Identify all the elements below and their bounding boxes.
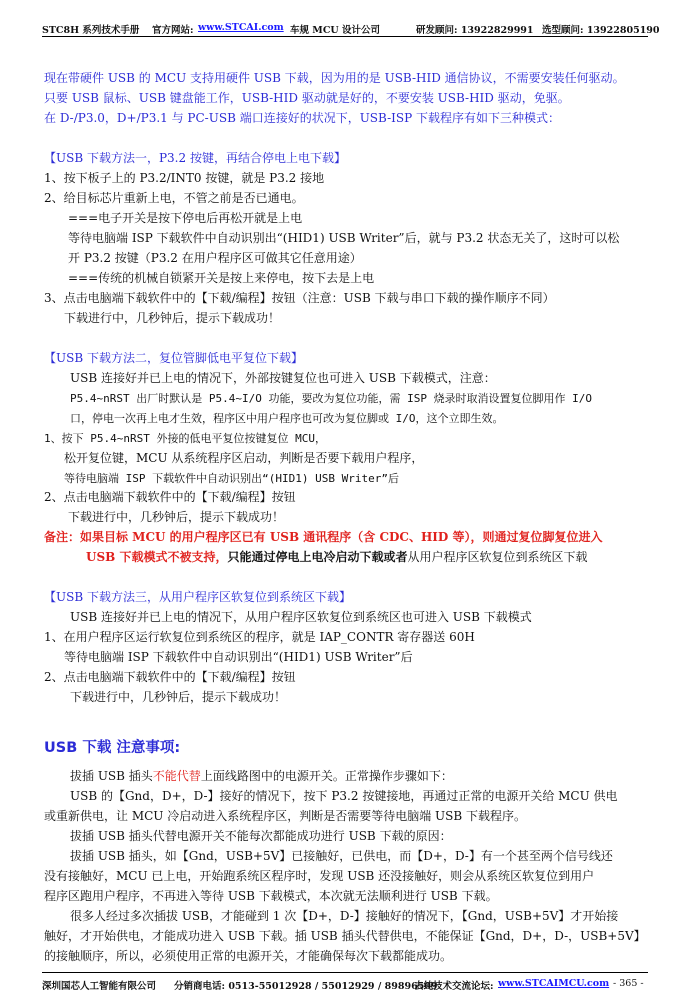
method1-line: 等待电脑端 ISP 下载软件中自动识别出“(HID1) USB Writer”后，就与 P3.2 状态无关了，这时可以松 — [68, 231, 620, 245]
notes-text: 上面线路图中的电源开关。正常操作步骤如下： — [200, 769, 453, 783]
notes-line: 或重新供电，让 MCU 冷启动进入系统程序区，判断是否需要等待电脑端 USB 下载程序。 — [44, 809, 526, 823]
method2-note-cont — [86, 550, 587, 565]
page-footer — [42, 972, 648, 993]
footer-company: 深圳国芯人工智能有限公司 — [42, 981, 157, 992]
notes-heading: USB 下载 注意事项: — [44, 740, 181, 756]
notes-text: 拔插 USB 插头 — [70, 769, 153, 783]
method2-line: 1、按下 P5.4~nRST 外接的低电平复位按键复位 MCU， — [44, 432, 326, 445]
note-bold-part: 只能通过停电上电冷启动下载或者 — [227, 550, 408, 564]
sel-contact: 选型顾问: 13922805190 — [542, 25, 660, 36]
method2-line: USB 连接好并已上电的情况下，外部按键复位也可进入 USB 下载模式，注意： — [70, 371, 496, 385]
method2-note: 备注：如果目标 MCU 的用户程序区已有 USB 通讯程序（含 CDC、HID 等），则通过复位脚复位进入 — [44, 530, 603, 544]
method1-line: 开 P3.2 按键（P3.2 在用户程序区可做其它任意用途） — [68, 251, 362, 265]
footer-forum-link[interactable]: www.STCAIMCU.com — [498, 978, 610, 989]
method1-line: 1、按下板子上的 P3.2/INT0 按键，就是 P3.2 接地 — [44, 171, 325, 185]
intro-line: 现在带硬件 USB 的 MCU 支持用硬件 USB 下载，因为用的是 USB-HID 通信协议，不需要安装任何驱动。 — [44, 71, 625, 85]
method3-title: 【USB 下载方法三，从用户程序区软复位到系统区下载】 — [44, 590, 351, 604]
method2-line: P5.4~nRST 出厂时默认是 P5.4~I/O 功能，要改为复位功能，需 ISP 烧录时取消设置复位脚用作 I/O — [70, 392, 593, 405]
manual-title: STC8H 系列技术手册 — [42, 25, 140, 36]
method3-line: 等待电脑端 ISP 下载软件中自动识别出“(HID1) USB Writer”后 — [64, 650, 413, 664]
site-label: 官方网站: — [152, 25, 194, 36]
footer-forum-label: 去纯技术交流论坛: — [414, 981, 494, 992]
company-tagline: 车规 MCU 设计公司 — [290, 25, 380, 36]
notes-line: 程序区跑用户程序，不再进入等待 USB 下载模式，本次就无法顺利进行 USB 下载。 — [44, 889, 498, 903]
method1-line: 下载进行中，几秒钟后，提示下载成功！ — [64, 311, 281, 325]
method2-line: 下载进行中，几秒钟后，提示下载成功！ — [68, 510, 285, 524]
note-red-part: USB 下载模式不被支持， — [86, 550, 228, 564]
method1-line: 2、给目标芯片重新上电，不管之前是否已通电。 — [44, 191, 304, 205]
method2-title: 【USB 下载方法二，复位管脚低电平复位下载】 — [44, 351, 303, 365]
method3-line: 2、点击电脑端下载软件中的【下载/编程】按钮 — [44, 670, 296, 684]
notes-line: 的接触顺序，所以，必须使用正常的电源开关，才能确保每次下载都能成功。 — [44, 949, 453, 963]
method1-line: ===传统的机械自锁紧开关是按上来停电，按下去是上电 — [68, 271, 375, 285]
page-number: - 365 - — [613, 978, 644, 989]
site-link[interactable]: www.STCAI.com — [198, 22, 284, 33]
method2-line: 口，停电一次再上电才生效，程序区中用户程序也可改为复位脚或 I/O，这个立即生效。 — [70, 412, 504, 425]
intro-line: 在 D-/P3.0，D+/P3.1 与 PC-USB 端口连接好的状况下，USB-ISP 下载程序有如下三种模式： — [44, 111, 560, 125]
notes-line: 很多人经过多次插拔 USB，才能碰到 1 次【D+，D-】接触好的情况下，【Gnd，USB+5V】才开始接 — [70, 909, 619, 923]
method1-title: 【USB 下载方法一，P3.2 按键，再结合停电上电下载】 — [44, 151, 346, 165]
page-header — [42, 18, 660, 37]
notes-line: 拔插 USB 插头代替电源开关不能每次都能成功进行 USB 下载的原因： — [70, 829, 452, 843]
notes-line: 没有接触好，MCU 已上电，开始跑系统区程序时，发现 USB 还没接触好，则会从系统区软复位到用户 — [44, 869, 595, 883]
method3-line: 1、在用户程序区运行软复位到系统区的程序，就是 IAP_CONTR 寄存器送 60H — [44, 630, 475, 644]
method2-line: 2、点击电脑端下载软件中的【下载/编程】按钮 — [44, 490, 296, 504]
note-plain-part: 从用户程序区软复位到系统区下载 — [407, 550, 588, 564]
notes-line: USB 的【Gnd，D+，D-】接好的情况下，按下 P3.2 按键接地，再通过正常的电源开关给 MCU 供电 — [70, 789, 618, 803]
method1-line: ===电子开关是按下停电后再松开就是上电 — [68, 211, 303, 225]
intro-line: 只要 USB 鼠标、USB 键盘能工作，USB-HID 驱动就是好的，不要安装 USB-HID 驱动，免驱。 — [44, 91, 570, 105]
method3-line: USB 连接好并已上电的情况下，从用户程序区软复位到系统区也可进入 USB 下载模式 — [70, 610, 532, 624]
method2-line: 等待电脑端 ISP 下载软件中自动识别出“(HID1) USB Writer”后 — [64, 472, 399, 485]
method1-line: 3、点击电脑端下载软件中的【下载/编程】按钮（注意：USB 下载与串口下载的操作顺序不同） — [44, 291, 555, 305]
notes-emphasis: 不能代替 — [152, 769, 201, 783]
footer-sales: 分销商电话: 0513-55012928 / 55012929 / 89896509 — [174, 981, 438, 992]
notes-line-first — [70, 769, 453, 784]
rd-contact: 研发顾问: 13922829991 — [416, 25, 534, 36]
method3-line: 下载进行中，几秒钟后，提示下载成功！ — [70, 690, 287, 704]
notes-line: 触好，才开始供电，才能成功进入 USB 下载。插 USB 插头代替供电，不能保证【Gnd，D+，D-，USB+5V】 — [44, 929, 646, 943]
notes-line: 拔插 USB 插头，如【Gnd，USB+5V】已接触好，已供电，而【D+，D-】有一个甚至两个信号线还 — [70, 849, 613, 863]
method2-line: 松开复位键，MCU 从系统程序区启动，判断是否要下载用户程序， — [64, 451, 424, 465]
